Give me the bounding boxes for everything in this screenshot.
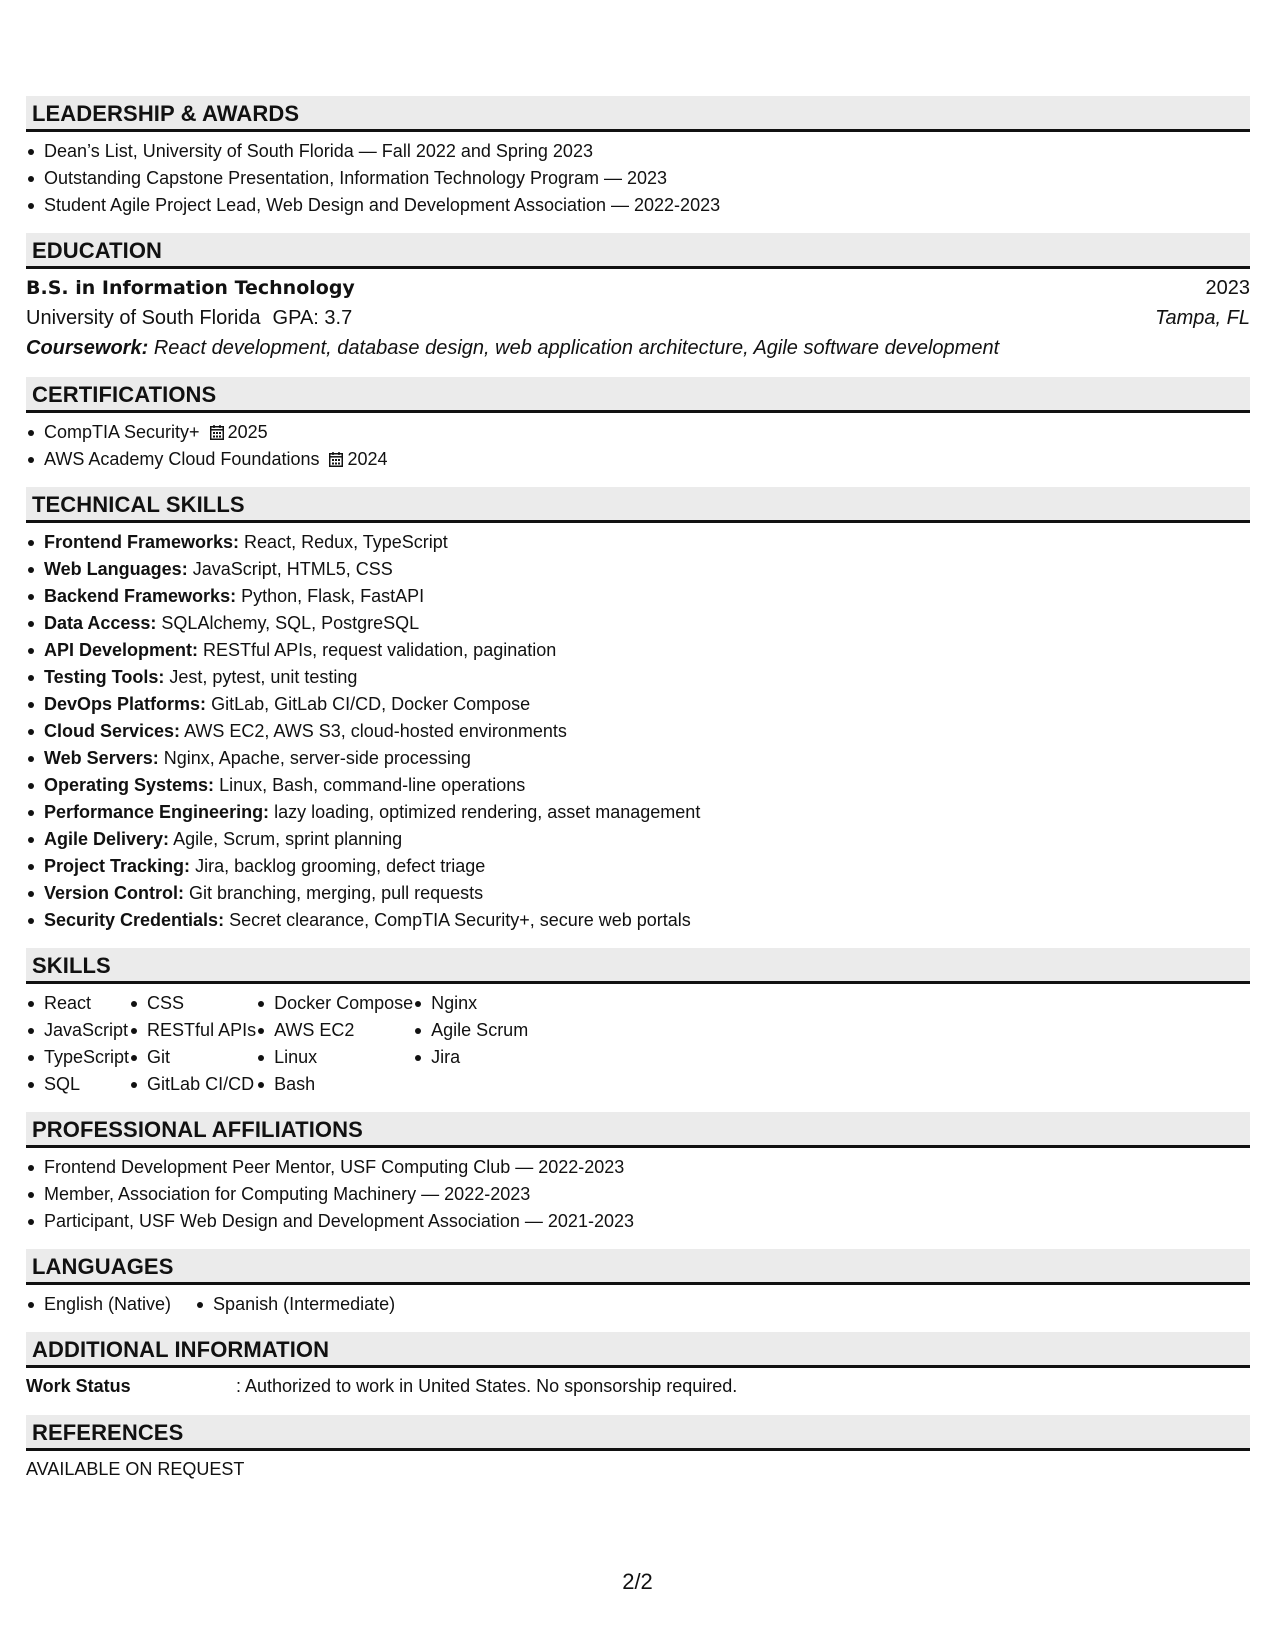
- skill-label: Cloud Services:: [44, 721, 181, 741]
- skill-chip: SQL: [26, 1071, 129, 1098]
- skill-label: Project Tracking:: [44, 856, 191, 876]
- skill-chip: Agile Scrum: [413, 1017, 528, 1044]
- skill-chip: Jira: [413, 1044, 528, 1071]
- skill-value: Jest, pytest, unit testing: [169, 667, 358, 687]
- skill-value: lazy loading, optimized rendering, asset management: [274, 802, 701, 822]
- certification-name: CompTIA Security+: [44, 422, 200, 442]
- section-title: PROFESSIONAL AFFILIATIONS: [32, 1117, 363, 1142]
- section-title: EDUCATION: [32, 238, 163, 263]
- skill-label: DevOps Platforms:: [44, 694, 207, 714]
- references-text: AVAILABLE ON REQUEST: [26, 1459, 245, 1479]
- skill-label: API Development:: [44, 640, 199, 660]
- skill-chip: React: [26, 990, 129, 1017]
- section-header: [26, 948, 1250, 984]
- language-item: Spanish (Intermediate): [195, 1291, 395, 1318]
- skill-chip: Docker Compose: [256, 990, 413, 1017]
- section-title: ADDITIONAL INFORMATION: [32, 1337, 330, 1362]
- leadership-section: [26, 96, 1250, 219]
- section-title: CERTIFICATIONS: [32, 382, 217, 407]
- section-header: [26, 1112, 1250, 1148]
- references-section: [26, 1415, 1250, 1484]
- skill-item: [26, 718, 1250, 745]
- skill-value: Linux, Bash, command-line operations: [219, 775, 526, 795]
- section-header: [26, 487, 1250, 523]
- skill-chip: CSS: [129, 990, 256, 1017]
- skill-value: Nginx, Apache, server-side processing: [163, 748, 471, 768]
- skill-label: Agile Delivery:: [44, 829, 170, 849]
- section-header: [26, 377, 1250, 413]
- skill-value: Git branching, merging, pull requests: [189, 883, 484, 903]
- list-item: Participant, USF Web Design and Development Association — 2021-2023: [26, 1208, 1250, 1235]
- certification-name: AWS Academy Cloud Foundations: [44, 449, 320, 469]
- skill-value: React, Redux, TypeScript: [244, 532, 448, 552]
- skill-item: [26, 799, 1250, 826]
- skills-grid: [26, 990, 1250, 1098]
- skill-chip: Linux: [256, 1044, 413, 1071]
- certification-year: 2025: [227, 422, 268, 442]
- skill-label: Data Access:: [44, 613, 157, 633]
- skill-label: Web Languages:: [44, 559, 188, 579]
- skill-value: RESTful APIs, request validation, pagination: [203, 640, 557, 660]
- skill-label: Testing Tools:: [44, 667, 165, 687]
- skill-label: Backend Frameworks:: [44, 586, 237, 606]
- languages-list: [26, 1291, 1250, 1318]
- section-header: [26, 1332, 1250, 1368]
- skill-label: Performance Engineering:: [44, 802, 270, 822]
- skill-chip: RESTful APIs: [129, 1017, 256, 1044]
- gpa: GPA: 3.7: [272, 307, 353, 329]
- skills-section: [26, 948, 1250, 1098]
- languages-section: [26, 1249, 1250, 1318]
- page-number: 2/2: [622, 1569, 653, 1594]
- education-section: [26, 233, 1250, 363]
- skill-item: [26, 880, 1250, 907]
- skill-label: Web Servers:: [44, 748, 159, 768]
- section-title: SKILLS: [32, 953, 111, 978]
- skill-chip: TypeScript: [26, 1044, 129, 1071]
- section-header: [26, 233, 1250, 269]
- skill-item: [26, 691, 1250, 718]
- skill-item: [26, 853, 1250, 880]
- skill-item: [26, 772, 1250, 799]
- school-name: University of South Florida: [26, 307, 261, 329]
- work-status-row: [26, 1371, 1250, 1401]
- skill-label: Version Control:: [44, 883, 185, 903]
- skill-item: [26, 610, 1250, 637]
- list-item: Dean’s List, University of South Florida — Fall 2022 and Spring 2023: [26, 138, 1250, 165]
- section-header: [26, 1249, 1250, 1285]
- skill-value: Python, Flask, FastAPI: [241, 586, 425, 606]
- leadership-list: [26, 138, 1250, 219]
- affiliations-section: [26, 1112, 1250, 1235]
- list-item: Member, Association for Computing Machinery — 2022-2023: [26, 1181, 1250, 1208]
- certification-year: 2024: [347, 449, 388, 469]
- skill-item: [26, 556, 1250, 583]
- calendar-icon: [210, 421, 224, 436]
- list-item: Outstanding Capstone Presentation, Information Technology Program — 2023: [26, 165, 1250, 192]
- skill-label: Frontend Frameworks:: [44, 532, 240, 552]
- skill-item: [26, 529, 1250, 556]
- skill-value: Jira, backlog grooming, defect triage: [195, 856, 486, 876]
- certifications-list: [26, 419, 1250, 473]
- skills-column: [256, 990, 413, 1098]
- section-title: REFERENCES: [32, 1420, 184, 1445]
- skill-value: SQLAlchemy, SQL, PostgreSQL: [161, 613, 420, 633]
- list-item: Frontend Development Peer Mentor, USF Computing Club — 2022-2023: [26, 1154, 1250, 1181]
- skills-column: [129, 990, 256, 1098]
- skill-value: JavaScript, HTML5, CSS: [192, 559, 393, 579]
- coursework: [26, 333, 1250, 363]
- degree: B.S. in Information Technology: [26, 277, 355, 299]
- skill-label: Operating Systems:: [44, 775, 215, 795]
- skill-item: [26, 664, 1250, 691]
- skill-chip: Git: [129, 1044, 256, 1071]
- section-header: [26, 1415, 1250, 1451]
- skills-column: [413, 990, 528, 1098]
- skill-item: [26, 745, 1250, 772]
- skill-chip: JavaScript: [26, 1017, 129, 1044]
- coursework-label: Coursework:: [26, 337, 149, 359]
- skills-column: [26, 990, 129, 1098]
- skill-value: GitLab, GitLab CI/CD, Docker Compose: [211, 694, 531, 714]
- skill-chip: AWS EC2: [256, 1017, 413, 1044]
- section-title: TECHNICAL SKILLS: [32, 492, 245, 517]
- certification-item: [26, 419, 1250, 446]
- certification-item: [26, 446, 1250, 473]
- language-item: English (Native): [26, 1291, 171, 1318]
- school-location: Tampa, FL: [1155, 307, 1250, 329]
- calendar-icon: [329, 448, 343, 463]
- skill-value: AWS EC2, AWS S3, cloud-hosted environments: [184, 721, 567, 741]
- skill-chip: GitLab CI/CD: [129, 1071, 256, 1098]
- section-title: LEADERSHIP & AWARDS: [32, 101, 300, 126]
- section-title: LANGUAGES: [32, 1254, 174, 1279]
- graduation-year: 2023: [1205, 277, 1250, 299]
- technical-skills-list: [26, 529, 1250, 934]
- work-status-value: : Authorized to work in United States. No sponsorship required.: [236, 1376, 738, 1396]
- skill-value: Secret clearance, CompTIA Security+, secure web portals: [229, 910, 691, 930]
- certifications-section: [26, 377, 1250, 473]
- affiliations-list: [26, 1154, 1250, 1235]
- skill-item: [26, 826, 1250, 853]
- skill-item: [26, 583, 1250, 610]
- technical-skills-section: [26, 487, 1250, 934]
- resume-page: [26, 96, 1250, 1498]
- list-item: Student Agile Project Lead, Web Design and Development Association — 2022-2023: [26, 192, 1250, 219]
- skill-chip: Nginx: [413, 990, 528, 1017]
- coursework-text: React development, database design, web application architecture, Agile software development: [153, 337, 1000, 359]
- skill-item: [26, 907, 1250, 934]
- skill-value: Agile, Scrum, sprint planning: [173, 829, 403, 849]
- additional-info-section: [26, 1332, 1250, 1401]
- section-header: [26, 96, 1250, 132]
- work-status-label: Work Status: [26, 1376, 131, 1396]
- skill-label: Security Credentials:: [44, 910, 225, 930]
- skill-chip: Bash: [256, 1071, 413, 1098]
- skill-item: [26, 637, 1250, 664]
